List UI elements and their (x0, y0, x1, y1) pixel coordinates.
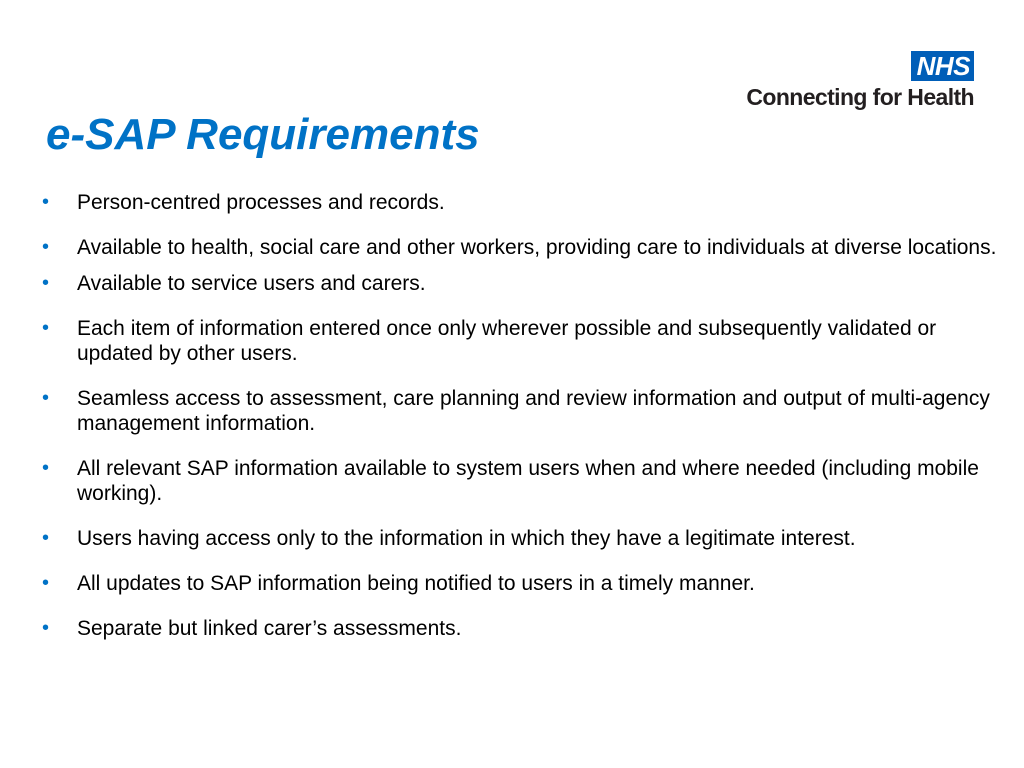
list-item-text: All updates to SAP information being notified to users in a timely manner. (77, 572, 755, 595)
list-item (40, 456, 1000, 506)
slide-title: e-SAP Requirements (46, 110, 480, 159)
list-item-text: All relevant SAP information available to system users when and where needed (including mobile working). (77, 457, 979, 505)
list-item (40, 235, 1000, 260)
list-item (40, 271, 1000, 296)
requirements-list (40, 190, 1000, 641)
list-item-text: Users having access only to the information in which they have a legitimate interest. (77, 527, 856, 550)
bullet-icon: • (42, 617, 50, 639)
list-item-text: Each item of information entered once only wherever possible and subsequently validated or updated by other users. (77, 317, 937, 365)
bullet-icon: • (42, 236, 50, 258)
bullet-icon: • (42, 527, 50, 549)
nhs-brand-mark: NHS (911, 51, 974, 81)
list-item (40, 616, 1000, 641)
bullet-icon: • (42, 317, 50, 339)
list-item-text: Available to health, social care and other workers, providing care to individuals at diverse locations. (77, 236, 997, 259)
bullet-icon: • (42, 272, 50, 294)
nhs-logo (704, 51, 974, 111)
list-item (40, 190, 1000, 215)
bullet-icon: • (42, 457, 50, 479)
list-item-text: Separate but linked carer’s assessments. (77, 617, 462, 640)
list-item (40, 386, 1000, 436)
list-item-text: Person-centred processes and records. (77, 191, 445, 214)
logo-tagline: Connecting for Health (746, 84, 974, 110)
list-item-text: Available to service users and carers. (77, 272, 426, 295)
list-item (40, 571, 1000, 596)
list-item (40, 526, 1000, 551)
bullet-icon: • (42, 191, 50, 213)
bullet-icon: • (42, 387, 50, 409)
bullet-icon: • (42, 572, 50, 594)
list-item-text: Seamless access to assessment, care planning and review information and output of multi-agency management information. (77, 387, 990, 435)
list-item (40, 316, 1000, 366)
